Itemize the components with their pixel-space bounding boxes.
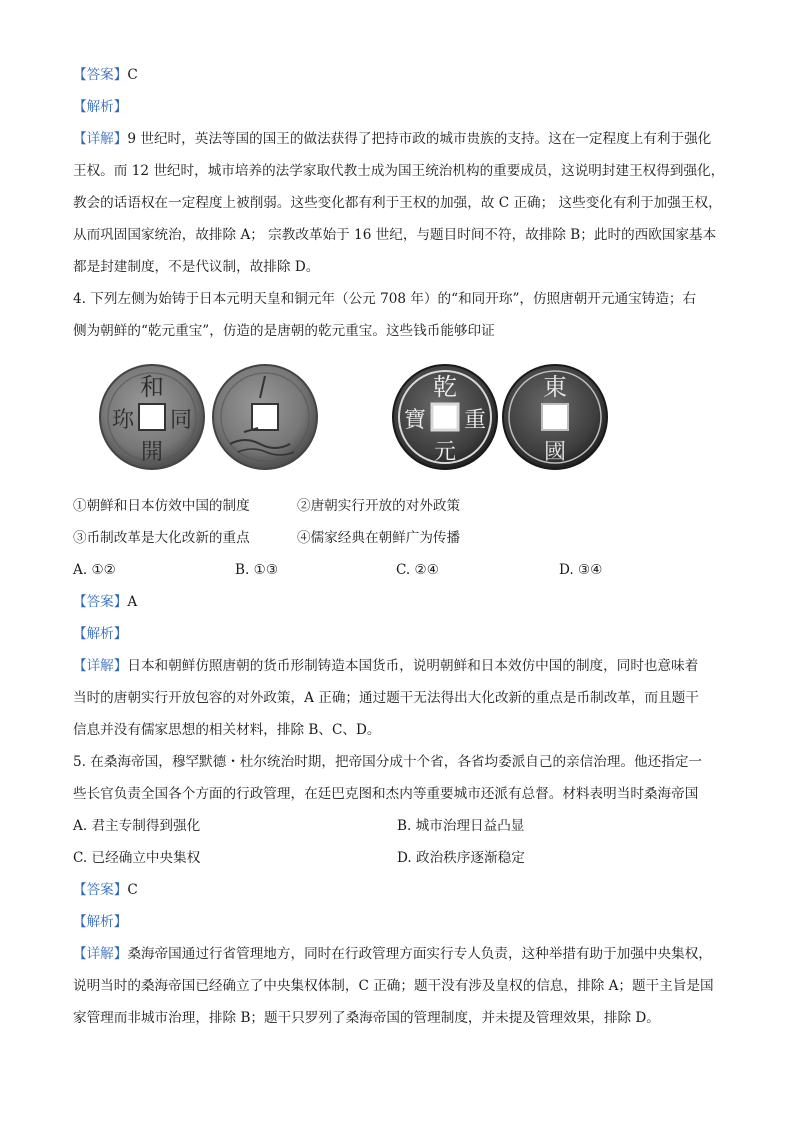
q4-stem-line-1: 4. 下列左侧为始铸于日本元明天皇和铜元年（公元 708 年）的“和同开珎”，仿照唐朝开元通宝铸造；右 [73,291,697,307]
wado-kaichin-coin-obverse [100,365,204,469]
svg-text:寶: 寶 [403,408,427,433]
q4-statement-1: ①朝鲜和日本仿效中国的制度 [73,498,250,514]
coin-images [97,362,657,472]
detail-text: 桑海帝国通过行省管理地方，同时在行政管理方面实行专人负责，这种举措有助于加强中央集权， [127,946,712,962]
svg-text:東: 東 [543,373,567,401]
q5-option-c[interactable]: C. 已经确立中央集权 [73,850,201,866]
coins-figure [97,362,657,472]
q4-option-a[interactable]: A. ①② [73,562,116,578]
answer-label: 【答案】 [73,882,128,898]
q4-statement-2: ②唐朝实行开放的对外政策 [297,498,461,514]
svg-text:開: 開 [140,440,164,465]
q5-detail-line-1 [73,945,721,963]
wado-kaichin-coin-reverse [213,365,317,469]
q5-stem-line-2: 些长官负责全国各个方面的行政管理，在廷巴克图和杰内等重要城市还派有总督。材料表明当时桑海帝国 [73,786,699,802]
svg-text:元: 元 [433,440,457,465]
q4-statement-4: ④儒家经典在朝鲜广为传播 [297,530,461,546]
svg-text:同: 同 [169,408,193,433]
qianyuan-zhongbao-coin-obverse [393,365,497,469]
detail-text: 9 世纪时，英法等国的国王的做法获得了把持市政的城市贵族的支持。这在一定程度上有利于强化 [127,131,712,147]
answer-value: A [127,594,138,610]
detail-label: 【详解】 [73,131,128,147]
q3-detail-line-5: 都是封建制度，不是代议制，故排除 D。 [73,259,320,275]
answer-value: C [127,882,138,898]
q5-option-b[interactable]: B. 城市治理日益凸显 [397,818,525,834]
q4-option-b[interactable]: B. ①③ [235,562,279,578]
detail-label: 【详解】 [73,946,128,962]
q4-option-d[interactable]: D. ③④ [559,562,603,578]
svg-text:乾: 乾 [433,373,457,401]
answer-value: C [127,67,138,83]
q5-detail-line-2: 说明当时的桑海帝国已经确立了中央集权体制，C 正确；题干没有涉及皇权的信息，排除 A；题干主旨是国 [73,978,714,994]
q5-option-a[interactable]: A. 君主专制得到强化 [73,818,201,834]
q5-option-d[interactable]: D. 政治秩序逐渐稳定 [397,850,525,866]
q4-statement-3: ③币制改革是大化改新的重点 [73,530,250,546]
q4-answer [73,593,137,611]
q5-answer [73,881,138,899]
svg-text:和: 和 [140,373,164,401]
answer-label: 【答案】 [73,67,128,83]
q3-answer [73,66,138,84]
q4-detail-line-3: 信息并没有儒家思想的相关材料，排除 B、C、D。 [73,722,381,738]
q4-detail-line-1 [73,657,721,675]
detail-text: 日本和朝鲜仿照唐朝的货币形制铸造本国货币，说明朝鲜和日本效仿中国的制度，同时也意味着 [127,658,699,674]
detail-label: 【详解】 [73,658,128,674]
q4-option-c[interactable]: C. ②④ [396,562,439,578]
q4-detail-line-2: 当时的唐朝实行开放包容的对外政策，A 正确；通过题干无法得出大化改新的重点是币制改革，而且题干 [73,690,699,706]
svg-text:珎: 珎 [111,408,135,433]
q5-stem-line-1: 5. 在桑海帝国，穆罕默德・杜尔统治时期，把帝国分成十个省，各省均委派自己的亲信治理。他还指定一 [73,754,703,770]
q5-analysis-label: 【解析】 [73,914,128,930]
q3-detail-line-4: 从而巩固国家统治，故排除 A； 宗教改革始于 16 世纪，与题目时间不符，故排除 B；此时的西欧国家基本 [73,227,717,243]
q3-detail-line-2: 王权。而 12 世纪时，城市培养的法学家取代教士成为国王统治机构的重要成员，这说明封建王权得到强化， [73,163,725,179]
svg-text:國: 國 [543,440,567,465]
q5-detail-line-3: 家管理而非城市治理，排除 B；题干只罗列了桑海帝国的管理制度，并未提及管理效果，排除 D。 [73,1010,660,1026]
q4-stem-line-2: 侧为朝鲜的“乾元重宝”，仿造的是唐朝的乾元重宝。这些钱币能够印证 [73,323,495,339]
q3-analysis-label: 【解析】 [73,99,128,115]
qianyuan-zhongbao-coin-reverse [503,365,607,469]
svg-text:重: 重 [463,408,487,433]
q3-detail-line-3: 教会的话语权在一定程度上被削弱。这些变化都有利于王权的加强，故 C 正确； 这些变化有利于加强王权， [73,195,722,211]
q3-detail-line-1 [73,130,721,148]
q4-analysis-label: 【解析】 [73,626,128,642]
answer-label: 【答案】 [73,594,128,610]
